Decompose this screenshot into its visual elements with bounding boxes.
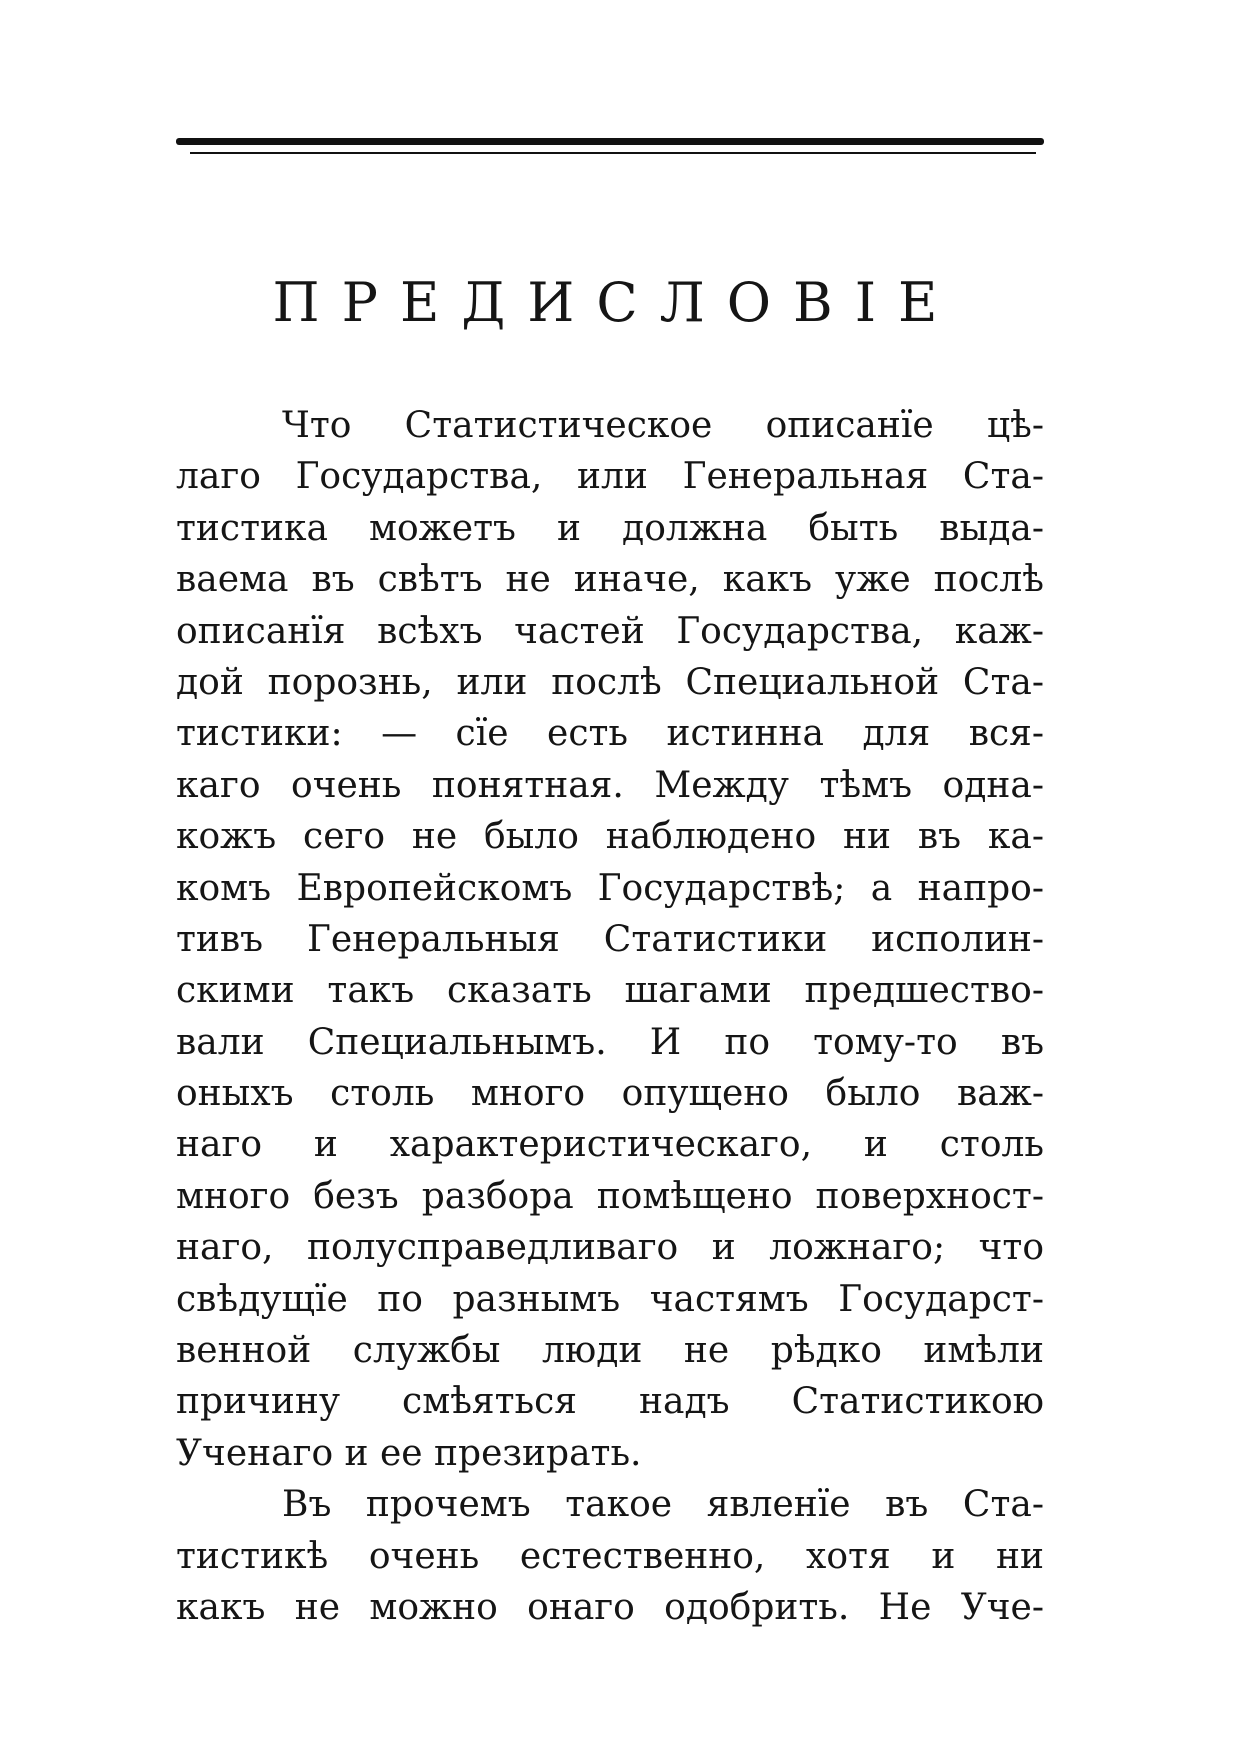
- text-line: лаго Государства, или Генеральная Ста-: [176, 456, 1044, 498]
- text-line: наго и характеристическаго, и столь: [176, 1124, 1044, 1166]
- text-line: венной службы люди не рѣдко имѣли: [176, 1330, 1044, 1372]
- text-line: каго очень понятная. Между тѣмъ одна-: [176, 764, 1044, 806]
- text-line: скими такъ сказать шагами предшество-: [176, 970, 1044, 1012]
- text-line: какъ не можно онаго одобрить. Не Уче-: [176, 1586, 1044, 1628]
- text-line: много безъ разбора помѣщено поверхност-: [176, 1175, 1044, 1217]
- paragraph-2: [176, 1479, 1044, 1633]
- text-line: тистика можетъ и должна быть выда-: [176, 507, 1044, 549]
- text-line: Ученаго и ее презирать.: [176, 1432, 642, 1474]
- text-line: тистикѣ очень естественно, хотя и ни: [176, 1535, 1044, 1577]
- top-double-rule-thin: [190, 152, 1036, 154]
- text-line: вали Специальнымъ. И по тому-то въ: [176, 1021, 1044, 1063]
- text-line: причину смѣяться надъ Статистикою: [176, 1381, 1044, 1423]
- text-line: комъ Европейскомъ Государствѣ; а напро-: [176, 867, 1044, 909]
- page-heading: ПРЕДИСЛОВІЕ: [272, 271, 960, 334]
- paragraph-1: [176, 400, 1044, 1479]
- text-line: Что Статистическое описанїе цѣ-: [282, 405, 1044, 446]
- text-line: тивъ Генеральныя Статистики исполин-: [176, 918, 1044, 960]
- text-line: свѣдущїе по разнымъ частямъ Государст-: [176, 1278, 1044, 1320]
- text-line: оныхъ столь много опущено было важ-: [176, 1073, 1044, 1115]
- text-line: ваема въ свѣтъ не иначе, какъ уже послѣ: [176, 559, 1044, 601]
- text-line: кожъ сего не было наблюдено ни въ ка-: [176, 816, 1044, 858]
- text-line: наго, полусправедливаго и ложнаго; что: [176, 1227, 1044, 1269]
- body-text: [176, 400, 1044, 1633]
- text-line: тистики: — сїе есть истинна для вся-: [176, 713, 1044, 755]
- text-line: дой порознь, или послѣ Специальной Ста-: [176, 661, 1044, 703]
- text-line: Въ прочемъ такое явленїе въ Ста-: [282, 1484, 1044, 1526]
- top-double-rule-thick: [176, 138, 1044, 145]
- text-line: описанїя всѣхъ частей Государства, каж-: [176, 610, 1044, 652]
